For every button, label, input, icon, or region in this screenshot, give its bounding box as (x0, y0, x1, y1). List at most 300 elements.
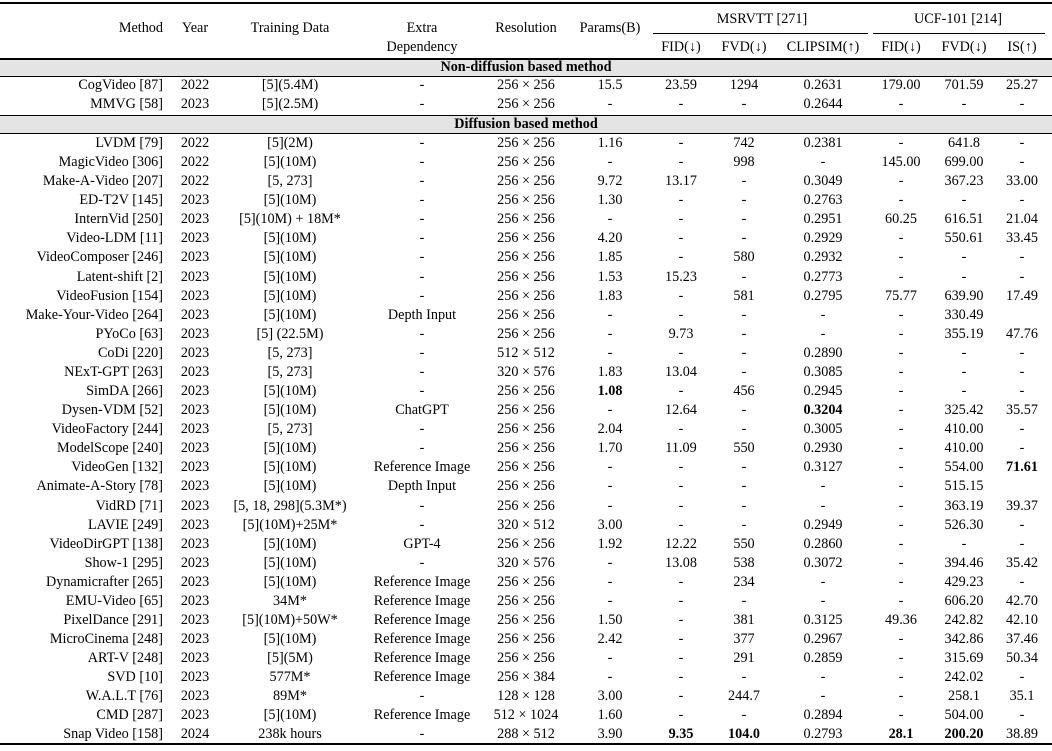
cell-fvd-msrvtt: 104.0 (728, 726, 760, 743)
cell-params: - (607, 154, 613, 171)
cell-method: Snap Video [158] (63, 726, 163, 743)
cell-year: 2023 (180, 306, 210, 323)
cell-training-data: [5](10M) (263, 573, 317, 590)
cell-year: 2023 (180, 459, 210, 476)
cell-fvd-msrvtt: 291 (733, 650, 755, 667)
cell-params: 1.83 (597, 287, 623, 304)
cell-clipsim: 0.2945 (803, 383, 843, 400)
cell-is: 35.42 (1006, 554, 1038, 571)
cell-fid-msrvtt: - (678, 96, 684, 112)
cell-method: PixelDance [291] (63, 612, 163, 628)
cell-params: - (607, 573, 613, 590)
cell-fvd-msrvtt: 377 (733, 631, 755, 648)
cell-training-data: [5](10M) (263, 383, 317, 400)
cell-fvd-msrvtt: 538 (733, 554, 755, 571)
cell-fid-ucf: - (898, 516, 904, 533)
cell-fid-msrvtt: - (678, 287, 684, 304)
cell-training-data: [5](5.4M) (261, 77, 319, 93)
header-fid-msrvtt: FID(↓) (661, 39, 701, 55)
cell-fvd-msrvtt: 381 (733, 612, 755, 628)
cell-fid-msrvtt: - (678, 707, 684, 724)
cell-extra-dependency: ChatGPT (395, 402, 449, 419)
cell-training-data: [5] (22.5M) (256, 325, 324, 342)
section-title-diffusion: Diffusion based method (454, 116, 598, 132)
cell-resolution: 320 × 576 (497, 363, 555, 380)
cell-extra-dependency: - (419, 268, 425, 285)
cell-resolution: 256 × 256 (497, 268, 555, 285)
cell-is: - (1019, 96, 1025, 112)
cell-method: PYoCo [63] (95, 325, 163, 342)
cell-clipsim: 0.3049 (803, 173, 843, 190)
cell-params: - (607, 459, 613, 476)
cell-extra-dependency: Reference Image (373, 650, 471, 667)
cell-year: 2023 (180, 478, 210, 495)
cell-method: VideoDirGPT [138] (49, 535, 163, 552)
cell-params: 1.30 (597, 192, 623, 209)
cell-training-data: [5, 273] (267, 173, 313, 190)
cell-method: NExT-GPT [263] (64, 363, 163, 380)
ucf-underline (873, 33, 1045, 34)
cell-clipsim: - (820, 592, 826, 609)
cell-extra-dependency: Reference Image (373, 612, 471, 628)
cell-method: Show-1 [295] (84, 554, 163, 571)
cell-is: - (1019, 344, 1025, 361)
cell-method: VideoFusion [154] (56, 287, 163, 304)
cell-fid-msrvtt: - (678, 421, 684, 438)
cell-fvd-msrvtt: 550 (733, 535, 755, 552)
cell-resolution: 256 × 256 (497, 631, 555, 648)
cell-fid-ucf: - (898, 592, 904, 609)
cell-fvd-msrvtt: - (741, 478, 747, 495)
cell-year: 2023 (180, 631, 210, 648)
cell-training-data: 34M* (273, 592, 307, 609)
cell-extra-dependency: - (419, 344, 425, 361)
cell-is: - (1019, 249, 1025, 266)
cell-fvd-msrvtt: 580 (733, 249, 755, 266)
cell-fid-msrvtt: 13.08 (665, 554, 697, 571)
cell-year: 2023 (180, 268, 210, 285)
cell-clipsim: 0.2929 (803, 230, 843, 247)
cell-year: 2023 (180, 688, 210, 705)
cell-fvd-msrvtt: - (741, 211, 747, 228)
cell-fid-msrvtt: 12.22 (665, 535, 697, 552)
cell-year: 2023 (180, 192, 210, 209)
cell-year: 2024 (180, 726, 210, 743)
cell-method: MMVG [58] (90, 96, 163, 112)
cell-resolution: 256 × 256 (497, 592, 555, 609)
cell-fvd-ucf: 315.69 (944, 650, 984, 667)
cell-fvd-ucf: - (961, 363, 967, 380)
cell-params: - (607, 592, 613, 609)
cell-fid-ucf: - (898, 688, 904, 705)
cell-training-data: 89M* (273, 688, 307, 705)
cell-params: - (607, 306, 613, 323)
cell-extra-dependency: - (419, 249, 425, 266)
cell-clipsim: 0.2930 (803, 440, 843, 457)
cell-clipsim: - (820, 306, 826, 323)
cell-method: CogVideo [87] (78, 77, 163, 93)
cell-fvd-msrvtt: 244.7 (728, 688, 760, 705)
cell-extra-dependency: Depth Input (387, 478, 457, 495)
cell-resolution: 256 × 384 (497, 669, 555, 686)
cell-is: - (1019, 154, 1025, 171)
cell-fid-msrvtt: - (678, 459, 684, 476)
cell-is: 42.70 (1006, 592, 1038, 609)
msrvtt-underline (653, 33, 868, 34)
cell-fvd-msrvtt: - (741, 173, 747, 190)
cell-extra-dependency: Reference Image (373, 669, 471, 686)
cell-year: 2023 (180, 707, 210, 724)
cell-year: 2023 (180, 230, 210, 247)
cell-year: 2023 (180, 573, 210, 590)
cell-extra-dependency: Reference Image (373, 459, 471, 476)
cell-fid-msrvtt: 15.23 (665, 268, 697, 285)
cell-training-data: [5](10M) (263, 440, 317, 457)
cell-extra-dependency: - (419, 135, 425, 151)
cell-fid-msrvtt: - (678, 478, 684, 495)
cell-resolution: 256 × 256 (497, 440, 555, 457)
cell-method: LAVIE [249] (88, 516, 163, 533)
cell-params: 4.20 (597, 230, 623, 247)
cell-clipsim: 0.2795 (803, 287, 843, 304)
cell-method: Animate-A-Story [78] (36, 478, 163, 495)
cell-fid-msrvtt: - (678, 592, 684, 609)
cell-method: ART-V [248] (87, 650, 163, 667)
cell-clipsim: 0.2890 (803, 344, 843, 361)
cell-fvd-msrvtt: 998 (733, 154, 755, 171)
cell-method: EMU-Video [65] (65, 592, 163, 609)
cell-year: 2023 (180, 325, 210, 342)
cell-clipsim: 0.2381 (803, 135, 843, 151)
cell-training-data: [5, 273] (267, 363, 313, 380)
header-params: Params(B) (579, 20, 641, 36)
cell-fid-msrvtt: - (678, 135, 684, 151)
cell-resolution: 256 × 256 (497, 77, 555, 93)
cell-is: 21.04 (1006, 211, 1038, 228)
cell-year: 2023 (180, 383, 210, 400)
cell-params: 1.50 (597, 612, 623, 628)
cell-fvd-ucf: - (961, 268, 967, 285)
header-clipsim: CLIPSIM(↑) (786, 39, 860, 55)
cell-fvd-msrvtt: - (741, 459, 747, 476)
cell-year: 2023 (180, 402, 210, 419)
cell-is: - (1019, 383, 1025, 400)
cell-is: - (1019, 192, 1025, 209)
cell-method: W.A.L.T [76] (85, 688, 163, 705)
cell-fvd-msrvtt: 742 (733, 135, 755, 151)
cell-fid-ucf: - (898, 573, 904, 590)
cell-fid-ucf: 28.1 (888, 726, 914, 743)
cell-params: 9.72 (597, 173, 623, 190)
cell-method: VideoComposer [246] (36, 249, 163, 266)
cell-is: - (1019, 516, 1025, 533)
cell-params: - (607, 325, 613, 342)
cell-method: Dynamicrafter [265] (46, 573, 163, 590)
cell-fid-ucf: - (898, 192, 904, 209)
cell-fvd-ucf: 550.61 (944, 230, 984, 247)
cell-resolution: 512 × 1024 (493, 707, 559, 724)
cell-fid-ucf: - (898, 459, 904, 476)
cell-is: 25.27 (1006, 77, 1038, 93)
cell-method: SVD [10] (107, 669, 163, 686)
cell-year: 2023 (180, 650, 210, 667)
cell-fvd-msrvtt: - (741, 344, 747, 361)
cell-extra-dependency: - (419, 96, 425, 112)
cell-fvd-msrvtt: - (741, 421, 747, 438)
cell-clipsim: 0.2932 (803, 249, 843, 266)
cell-fid-ucf: 179.00 (881, 77, 921, 93)
cell-clipsim: - (820, 325, 826, 342)
cell-fvd-msrvtt: - (741, 592, 747, 609)
cell-fid-msrvtt: - (678, 516, 684, 533)
cell-fvd-ucf: - (961, 249, 967, 266)
cell-params: - (607, 497, 613, 514)
cell-method: MagicVideo [306] (58, 154, 163, 171)
cell-fvd-ucf: 554.00 (944, 459, 984, 476)
cell-is: 33.00 (1006, 173, 1038, 190)
cell-training-data: [5, 273] (267, 344, 313, 361)
cell-year: 2022 (180, 135, 210, 151)
cell-method: Make-A-Video [207] (42, 173, 163, 190)
cell-fvd-msrvtt: - (741, 306, 747, 323)
cell-is: - (1019, 573, 1025, 590)
cell-params: 1.60 (597, 707, 623, 724)
cell-training-data: [5](10M) (263, 535, 317, 552)
cell-resolution: 256 × 256 (497, 573, 555, 590)
cell-extra-dependency: - (419, 440, 425, 457)
cell-clipsim: 0.2631 (803, 77, 843, 93)
cell-is: 35.57 (1006, 402, 1038, 419)
cell-fvd-msrvtt: - (741, 96, 747, 112)
header-method: Method (118, 20, 163, 36)
cell-fvd-ucf: - (961, 192, 967, 209)
cell-resolution: 288 × 512 (497, 726, 555, 743)
cell-resolution: 256 × 256 (497, 650, 555, 667)
cell-fid-ucf: 145.00 (881, 154, 921, 171)
cell-params: - (607, 402, 613, 419)
cell-fvd-msrvtt: 550 (733, 440, 755, 457)
cell-method: ED-T2V [145] (79, 192, 163, 209)
cell-fvd-msrvtt: 234 (733, 573, 755, 590)
cell-params: 3.90 (597, 726, 623, 743)
cell-params: 2.42 (597, 631, 623, 648)
cell-is: 33.45 (1006, 230, 1038, 247)
cell-is: - (1019, 707, 1025, 724)
cell-method: Latent-shift [2] (76, 268, 163, 285)
cell-fvd-ucf: 367.23 (944, 173, 984, 190)
cell-fid-msrvtt: 9.73 (668, 325, 694, 342)
cell-fvd-ucf: 701.59 (944, 77, 984, 93)
cell-is: 17.49 (1006, 287, 1038, 304)
cell-fvd-ucf: 410.00 (944, 421, 984, 438)
cell-fvd-ucf: 325.42 (944, 402, 984, 419)
cell-method: ModelScope [240] (57, 440, 163, 457)
cell-training-data: [5](10M) (263, 478, 317, 495)
cell-fvd-ucf: - (961, 96, 967, 112)
cell-training-data: [5, 273] (267, 421, 313, 438)
cell-fid-ucf: - (898, 135, 904, 151)
cell-year: 2022 (180, 173, 210, 190)
cell-fid-ucf: - (898, 325, 904, 342)
cell-fid-msrvtt: - (678, 249, 684, 266)
cell-year: 2023 (180, 516, 210, 533)
cell-method: Video-LDM [11] (66, 230, 163, 247)
cell-fid-ucf: - (898, 363, 904, 380)
cell-fid-msrvtt: - (678, 383, 684, 400)
cell-fvd-msrvtt: 581 (733, 287, 755, 304)
cell-resolution: 128 × 128 (497, 688, 555, 705)
cell-clipsim: 0.2949 (803, 516, 843, 533)
cell-resolution: 256 × 256 (497, 459, 555, 476)
cell-clipsim: - (820, 573, 826, 590)
cell-fvd-ucf: 526.30 (944, 516, 984, 533)
header-is: IS(↑) (1007, 39, 1037, 55)
cell-is: 50.34 (1006, 650, 1038, 667)
header-ucf101: UCF-101 [214] (914, 11, 1002, 27)
cell-fvd-ucf: 258.1 (948, 688, 980, 705)
cell-clipsim: 0.2763 (803, 192, 843, 209)
cell-training-data: [5](10M) (263, 249, 317, 266)
cell-fid-ucf: - (898, 707, 904, 724)
cell-params: 1.08 (597, 383, 623, 400)
cell-is: - (1019, 135, 1025, 151)
cell-fid-msrvtt: 9.35 (668, 726, 694, 743)
cell-training-data: [5](10M) (263, 306, 317, 323)
cell-year: 2023 (180, 249, 210, 266)
cell-training-data: [5](10M) + 18M* (239, 211, 341, 228)
cell-fvd-msrvtt: 456 (733, 383, 755, 400)
cell-fvd-ucf: 355.19 (944, 325, 984, 342)
cell-training-data: [5](10M) (263, 402, 317, 419)
cell-fid-ucf: - (898, 383, 904, 400)
cell-fid-msrvtt: - (678, 573, 684, 590)
cell-params: 3.00 (597, 688, 623, 705)
header-extra-dependency-line1: Extra (406, 20, 438, 36)
cell-fid-ucf: - (898, 478, 904, 495)
cell-params: - (607, 554, 613, 571)
cell-clipsim: 0.2793 (803, 726, 843, 743)
cell-fvd-msrvtt: - (741, 497, 747, 514)
cell-fvd-ucf: 639.90 (944, 287, 984, 304)
cell-fid-ucf: - (898, 230, 904, 247)
cell-fid-msrvtt: - (678, 211, 684, 228)
cell-training-data: [5, 18, 298](5.3M*) (233, 497, 347, 514)
cell-fid-msrvtt: 11.09 (665, 440, 697, 457)
cell-fid-ucf: 75.77 (885, 287, 917, 304)
cell-fvd-ucf: - (961, 535, 967, 552)
cell-resolution: 256 × 256 (497, 230, 555, 247)
header-year: Year (181, 20, 209, 36)
cell-method: VideoFactory [244] (51, 421, 163, 438)
cell-fvd-ucf: 242.82 (944, 612, 984, 628)
header-msrvtt: MSRVTT [271] (716, 11, 808, 27)
cell-clipsim: 0.2967 (803, 631, 843, 648)
cell-year: 2022 (180, 77, 210, 93)
cell-fid-ucf: 49.36 (885, 612, 917, 628)
cell-extra-dependency: Reference Image (373, 631, 471, 648)
cell-training-data: [5](10M) (263, 268, 317, 285)
cell-fid-ucf: - (898, 268, 904, 285)
cell-resolution: 256 × 256 (497, 478, 555, 495)
cell-method: LVDM [79] (95, 135, 163, 151)
cell-fvd-msrvtt: - (741, 516, 747, 533)
cell-extra-dependency: - (419, 421, 425, 438)
cell-params: 1.83 (597, 363, 623, 380)
cell-fid-ucf: - (898, 249, 904, 266)
cell-extra-dependency: - (419, 383, 425, 400)
cell-fid-msrvtt: 13.17 (665, 173, 697, 190)
cell-extra-dependency: - (419, 363, 425, 380)
cell-resolution: 320 × 576 (497, 554, 555, 571)
cell-params: 1.85 (597, 249, 623, 266)
cell-resolution: 256 × 256 (497, 325, 555, 342)
cell-extra-dependency: - (419, 497, 425, 514)
cell-extra-dependency: - (419, 287, 425, 304)
cell-training-data: [5](10M) (263, 459, 317, 476)
top-rule (0, 2, 1052, 4)
cell-fvd-ucf: 330.49 (944, 306, 984, 323)
cell-fid-ucf: - (898, 402, 904, 419)
cell-clipsim: 0.3072 (803, 554, 843, 571)
cell-fvd-msrvtt: 1294 (729, 77, 759, 93)
cell-fid-ucf: - (898, 96, 904, 112)
cell-fvd-ucf: - (961, 344, 967, 361)
cell-clipsim: 0.3127 (803, 459, 843, 476)
cell-fid-msrvtt: - (678, 612, 684, 628)
cell-fvd-msrvtt: - (741, 363, 747, 380)
cell-fid-msrvtt: 23.59 (665, 77, 697, 93)
cell-fvd-msrvtt: - (741, 230, 747, 247)
cell-training-data: [5](10M) (263, 154, 317, 171)
cell-clipsim: 0.2644 (803, 96, 843, 112)
cell-params: - (607, 96, 613, 112)
cell-resolution: 320 × 512 (497, 516, 555, 533)
header-fid-ucf: FID(↓) (881, 39, 921, 55)
cell-params: 1.53 (597, 268, 623, 285)
cell-method: CMD [287] (96, 707, 163, 724)
cell-is: 35.1 (1009, 688, 1035, 705)
cell-year: 2023 (180, 96, 210, 112)
cell-extra-dependency: - (419, 516, 425, 533)
cell-params: - (607, 211, 613, 228)
cell-extra-dependency: Reference Image (373, 707, 471, 724)
cell-is: 47.76 (1006, 325, 1038, 342)
cell-fvd-ucf: 363.19 (944, 497, 984, 514)
cell-params: 1.16 (597, 135, 623, 151)
cell-fid-ucf: - (898, 344, 904, 361)
cell-fid-msrvtt: - (678, 306, 684, 323)
cell-fid-ucf: - (898, 554, 904, 571)
cell-fvd-ucf: 699.00 (944, 154, 984, 171)
cell-method: InternVid [250] (74, 211, 163, 228)
cell-training-data: [5](10M)+25M* (242, 516, 338, 533)
cell-clipsim: 0.3204 (803, 402, 843, 419)
cell-method: VidRD [71] (95, 497, 163, 514)
cell-is: - (1019, 421, 1025, 438)
cell-fvd-msrvtt: - (741, 669, 747, 686)
cell-fvd-ucf: 606.20 (944, 592, 984, 609)
cell-training-data: 577M* (269, 669, 311, 686)
cell-resolution: 256 × 256 (497, 135, 555, 151)
cell-clipsim: - (820, 154, 826, 171)
cell-clipsim: - (820, 669, 826, 686)
cell-method: CoDi [220] (97, 344, 163, 361)
cell-clipsim: 0.3005 (803, 421, 843, 438)
cell-resolution: 256 × 256 (497, 192, 555, 209)
cell-fvd-msrvtt: - (741, 402, 747, 419)
cell-clipsim: 0.2894 (803, 707, 843, 724)
cell-extra-dependency: Reference Image (373, 573, 471, 590)
